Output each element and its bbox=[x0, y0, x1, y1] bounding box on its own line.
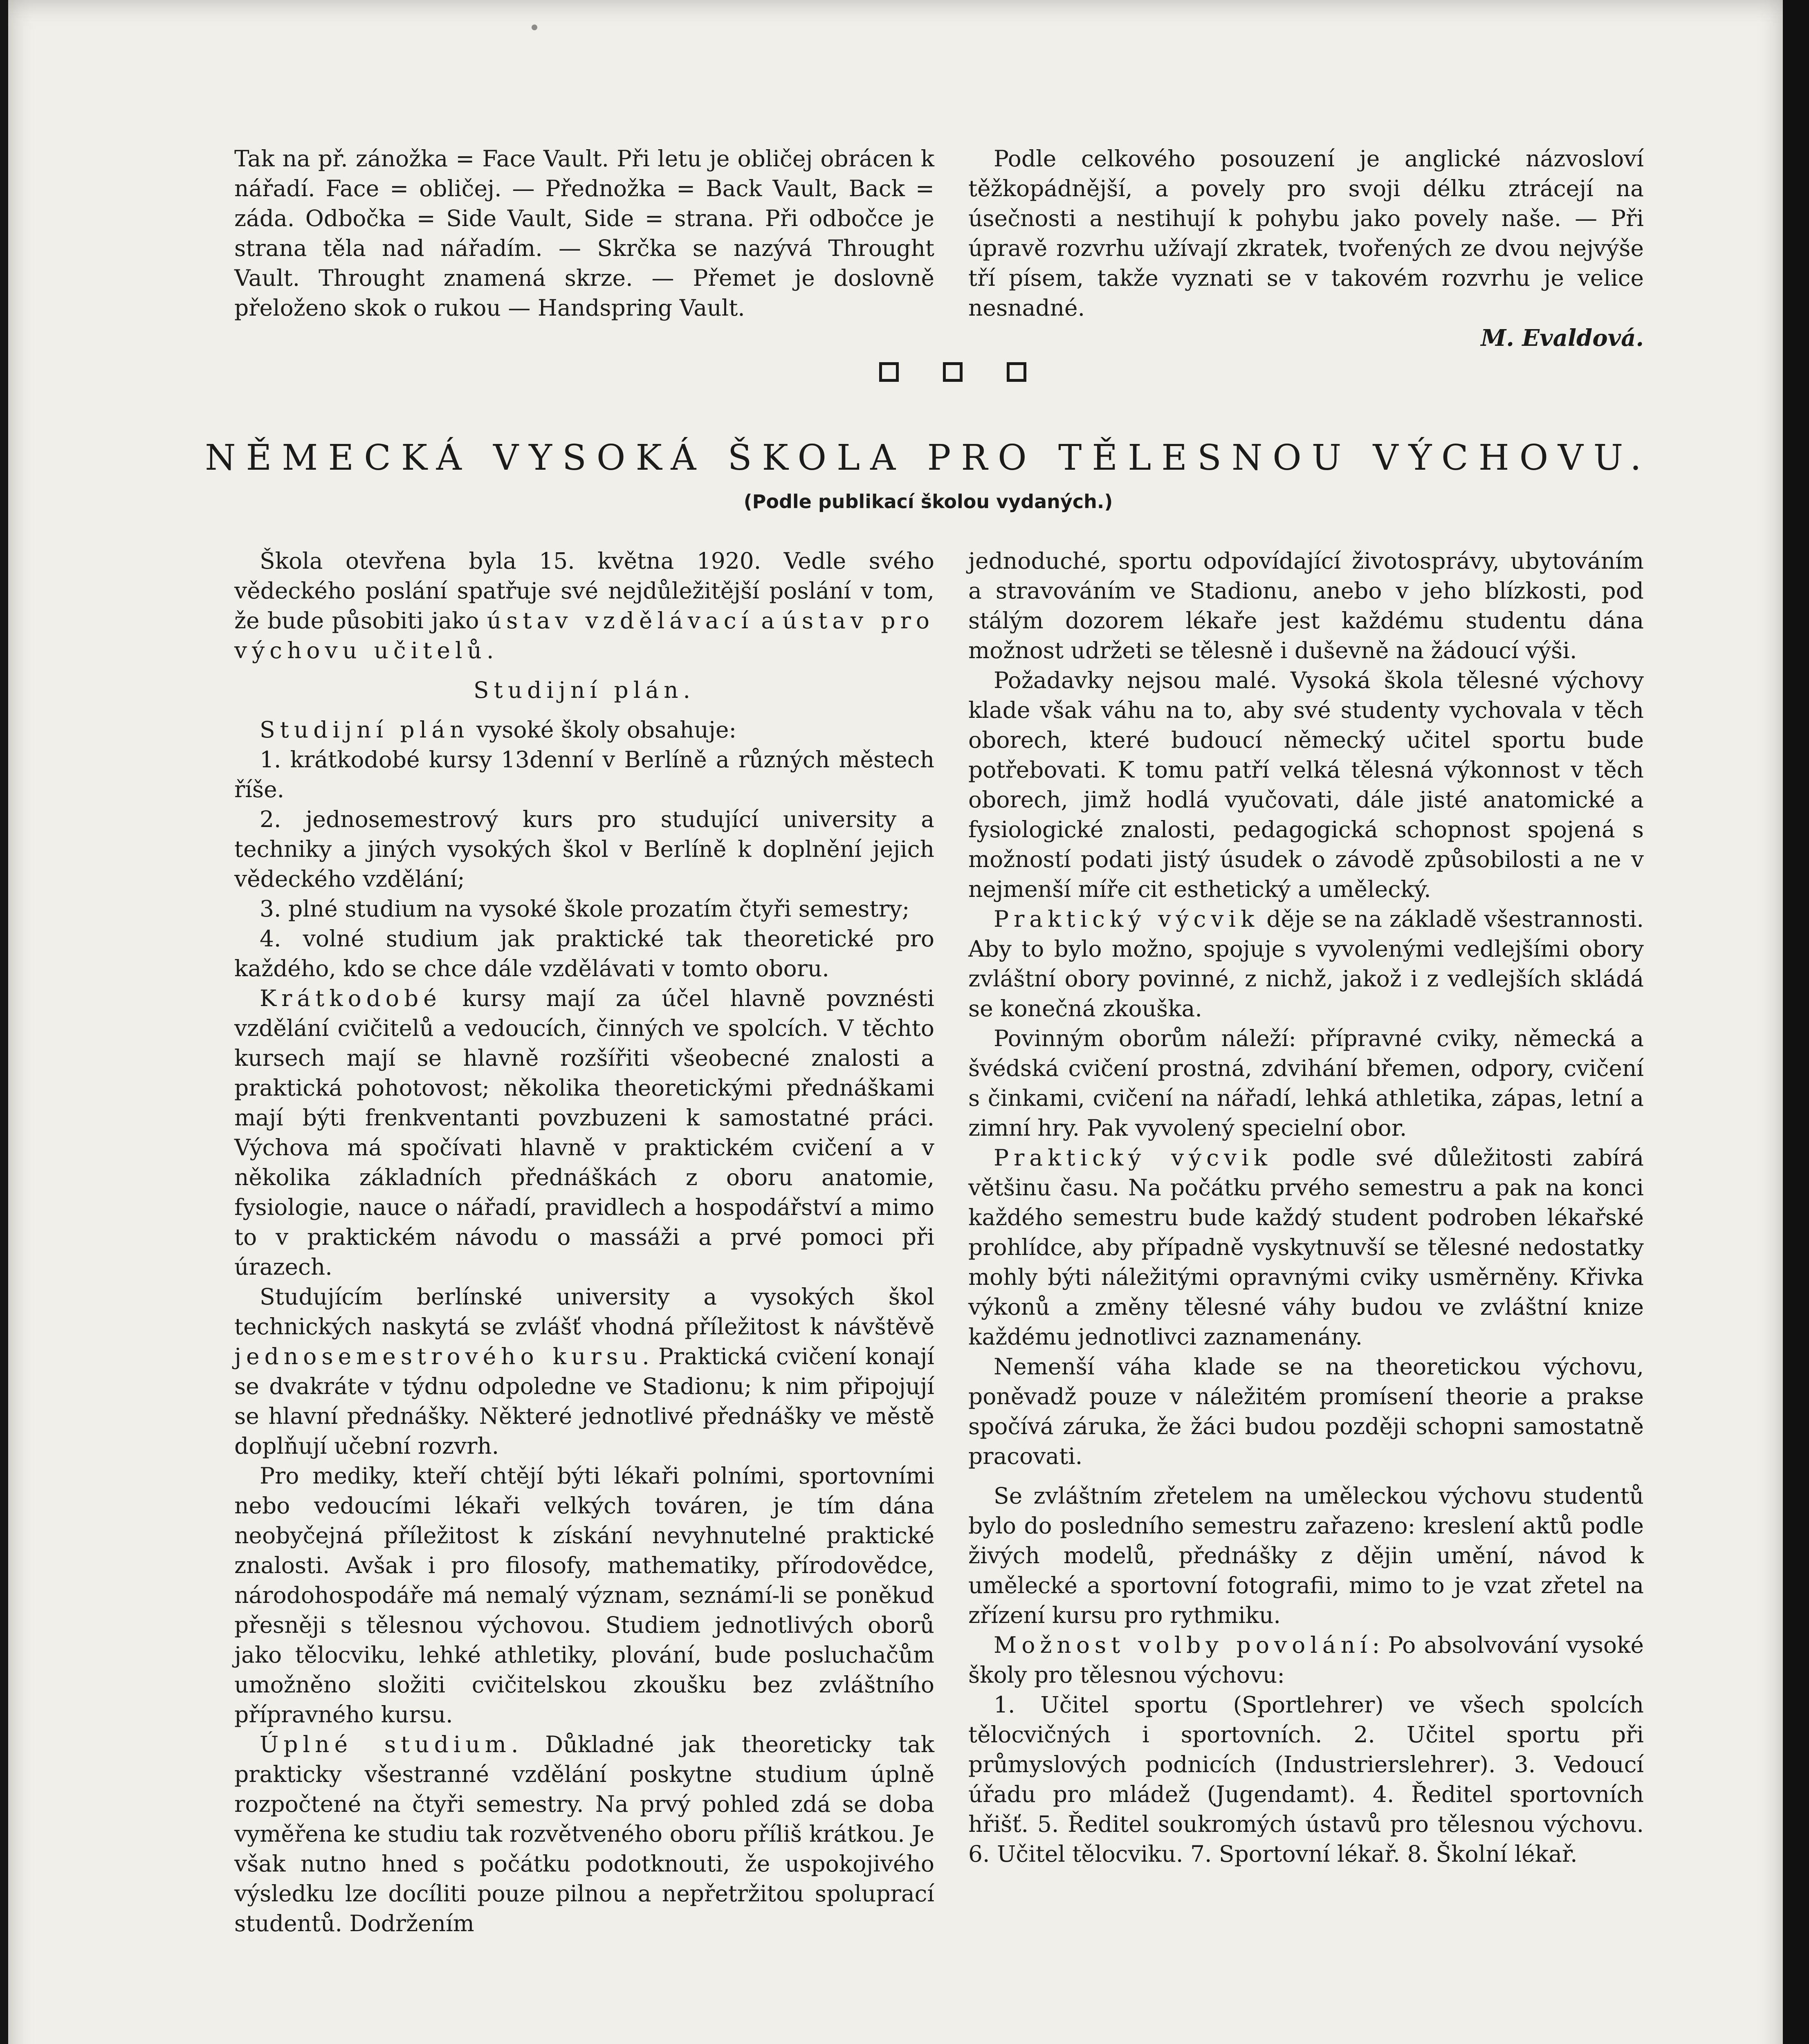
top-right-paragraph: Podle celkového posouzení je anglické názvosloví těžkopádnější, a povely pro svoji délku ztrácejí na úsečnosti a nestihují k pohybu jako povely naše. — Při úpravě rozvrhu užívají zkratek, tvořených ze dvou nejvýše tří písem, takže vyznati se v takovém rozvrhu je velice nesnadné. bbox=[968, 146, 1644, 321]
top-left-column bbox=[234, 144, 934, 323]
paragraph-practical-time bbox=[968, 1143, 1644, 1352]
intro-end: . bbox=[486, 637, 494, 663]
short-courses-text: kursy mají za účel hlavně povznésti vzdělání cvičitelů a vedoucích, činných ve spolcích. V těchto kursech mají se hlavně rozšířiti všeobecné znalosti a praktická pohotovost; několika theoretickými přednáškami mají býti frenkventanti povzbuzeni k samostatné práci. Výchova má spočívati hlavně v praktickém cvičení a v několika základních přednáškách z oboru anatomie, fysiologie, nauce o nářadí, pravidlech a hospodářství a mimo to v praktickém návodu o massáži a prvé pomoci při úrazech. bbox=[234, 985, 934, 1280]
paragraph-medics: Pro mediky, kteří chtějí býti lékaři polními, sportovními nebo vedoucími lékaři velkých továren, je tím dána neobyčejná příležitost k získání nevyhnutelné praktické znalosti. Avšak i pro filosofy, mathematiky, přírodovědce, národohospodáře má nemalý význam, seznámí-li se poněkud přesněji s tělesnou výchovou. Studiem jednotlivých oborů jako tělocviku, lehké athletiky, plování, bude posluchačům umožněno složiti cvičitelskou zkoušku bez zvláštního přípravného kursu. bbox=[234, 1463, 934, 1728]
list-item-4: 4. volné studium jak praktické tak theoretické pro každého, kdo se chce dále vzdělávati v tomto oboru. bbox=[234, 926, 934, 982]
top-left-paragraph: Tak na př. zánožka = Face Vault. Při letu je obličej obrácen k nářadí. Face = obličej. — Přednožka = Back Vault, Back = záda. Odbočka = Side Vault, Side = strana. Při odbočce je strana těla nad nářadím. — Skrčka se nazývá Throught Vault. Throught znamená skrze. — Přemet je doslovně přeloženo skok o rukou — Handspring Vault. bbox=[234, 146, 934, 321]
author-signature: M. Evaldová. bbox=[1481, 325, 1644, 352]
section-divider bbox=[879, 360, 1026, 384]
practical-text: děje se na základě všestrannosti. Aby to bylo možno, spojuje s vyvolenými vedlejšími obory zvláštní obory povinné, z nichž, jakož i z vedlejších skládá se konečná zkouška. bbox=[968, 906, 1644, 1022]
paragraph-short-courses bbox=[234, 984, 934, 1282]
paragraph-full-study bbox=[234, 1730, 934, 1939]
top-right-column bbox=[968, 144, 1644, 353]
university-text-b: . Praktická cvičení konají se dvakráte v týdnu odpoledne ve Stadionu; k nim připojují se hlavní přednášky. Některé jednotlivé přednášky ve městě doplňují učební rozvrh. bbox=[234, 1343, 934, 1459]
university-term: jednosemestrového kursu bbox=[234, 1343, 642, 1369]
career-term: Možnost volby povolání bbox=[994, 1632, 1372, 1658]
practical-time-term: Praktický výcvik bbox=[994, 1145, 1273, 1171]
plan-term: Studijní plán bbox=[260, 717, 469, 743]
right-column bbox=[968, 546, 1644, 1869]
full-study-text: . Důkladné jak theoreticky tak prakticky všestranné vzdělání poskytne studium úplně rozpočtené na čtyři semestry. Na prvý pohled zdá se doba vyměřena ke studiu tak rozvětveného oboru příliš krátkou. Je však nutno hned s počátku podotknouti, že uspokojivého výsledku lze docíliti pouze pilnou a nepřetržitou spoluprací studentů. Dodržením bbox=[234, 1731, 934, 1936]
scan-border bbox=[1783, 0, 1809, 2044]
paragraph-intro bbox=[234, 546, 934, 666]
plan-rest: vysoké školy obsahuje: bbox=[469, 717, 737, 743]
page bbox=[8, 0, 1783, 2044]
article-subtitle: (Podle publikací školou vydaných.) bbox=[743, 491, 1113, 513]
short-courses-term: Krátkodobé bbox=[260, 985, 442, 1011]
list-item-3: 3. plné studium na vysoké škole prozatím čtyři semestry; bbox=[260, 896, 910, 922]
practical-term: Praktický výcvik bbox=[994, 906, 1259, 932]
list-item-1: 1. krátkodobé kursy 13denní v Berlíně a různých městech říše. bbox=[234, 746, 934, 802]
paragraph-practical-training bbox=[968, 904, 1644, 1024]
intro-and: a bbox=[753, 607, 783, 634]
paragraph-university bbox=[234, 1282, 934, 1461]
paragraph-art-education: Se zvláštním zřetelem na uměleckou výchovu studentů bylo do posledního semestru zařazeno: kreslení aktů podle živých modelů, přednášky z dějin umění, návod k umělecké a sportovní fotografii, mimo to je vzat zřetel na zřízení kursu pro rythmiku. bbox=[968, 1483, 1644, 1628]
divider-square-icon bbox=[879, 362, 899, 382]
paragraph-career-options bbox=[968, 1630, 1644, 1690]
left-column bbox=[234, 546, 934, 1939]
intro-term-1: ústav vzdělávací bbox=[487, 607, 754, 634]
intro-text: Škola otevřena byla 15. května 1920. Vedle svého vědeckého poslání spatřuje své nejdůležitější poslání v tom, že bude působiti jako bbox=[234, 548, 934, 634]
intro-term-2: ústav pro výchovu učitelů bbox=[234, 607, 934, 663]
career-text: : Po absolvování vysoké školy pro tělesnou výchovu: bbox=[968, 1632, 1644, 1688]
full-study-term: Úplné studium bbox=[260, 1731, 511, 1757]
paragraph-mandatory-subjects: Povinným oborům náleží: přípravné cviky, německá a švédská cvičení prostná, zdvihání břemen, odpory, cvičení s činkami, cvičení na nářadí, lehká athletika, zápas, letní a zimní hry. Pak vyvolený specielní obor. bbox=[968, 1025, 1644, 1141]
scan-speck bbox=[532, 25, 537, 30]
divider-square-icon bbox=[943, 362, 963, 382]
paragraph-plan bbox=[234, 715, 934, 745]
paragraph-theory: Nemenší váha klade se na theoretickou výchovu, poněvadž pouze v náležitém promísení theorie a prakse spočívá záruka, že žáci budou později schopni samostatně pracovati. bbox=[968, 1354, 1644, 1469]
paragraph-career-list: 1. Učitel sportu (Sportlehrer) ve všech spolcích tělocvičných i sportovních. 2. Učitel sportu při průmyslových podnicích (Industrierslehrer). 3. Vedoucí úřadu pro mládež (Jugendamt). 4. Ředitel sportovních hřišť. 5. Ředitel soukromých ústavů pro tělesnou výchovu. 6. Učitel tělocviku. 7. Sportovní lékař. 8. Školní lékař. bbox=[968, 1692, 1644, 1867]
list-item-2: 2. jednosemestrový kurs pro studující university a techniky a jiných vysokých škol v Berlíně k doplnění jejich vědeckého vzdělání; bbox=[234, 806, 934, 892]
university-text-a: Studujícím berlínské university a vysokých škol technických naskytá se zvlášť vhodná příležitost k návštěvě bbox=[234, 1284, 934, 1340]
divider-square-icon bbox=[1007, 362, 1026, 382]
section-heading: Studijní plán. bbox=[473, 677, 696, 703]
practical-time-text: podle své důležitosti zabírá většinu času. Na počátku prvého semestru a pak na konci každého semestru bude každý student podroben lékařské prohlídce, aby případně vyskytnuvší se tělesné nedostatky mohly býti náležitými opravnými cviky usměrněny. Křivka výkonů a změny tělesné váhy budou ve zvláštní knize každému jednotlivci zaznamenány. bbox=[968, 1145, 1644, 1350]
article-title: NĚMECKÁ VYSOKÁ ŠKOLA PRO TĚLESNOU VÝCHOVU. bbox=[205, 437, 1652, 478]
paragraph-requirements: Požadavky nejsou malé. Vysoká škola tělesné výchovy klade však váhu na to, aby své studenty vychovala v těch oborech, které budoucí německý učitel sportu bude potřebovati. K tomu patří velká tělesná výkonnost v těch oborech, jimž hodlá vyučovati, dále jisté anatomické a fysiologické znalosti, pedagogická schopnost spojená s možností podati jistý úsudek o závodě způsobilosti a ne v nejmenší míře cit esthetický a umělecký. bbox=[968, 667, 1644, 902]
paragraph-continued: jednoduché, sportu odpovídající životosprávy, ubytováním a stravováním ve Stadionu, anebo v jeho blízkosti, pod stálým dozorem lékaře jest každému studentu dána možnost udržeti se tělesně i duševně na žádoucí výši. bbox=[968, 548, 1644, 663]
